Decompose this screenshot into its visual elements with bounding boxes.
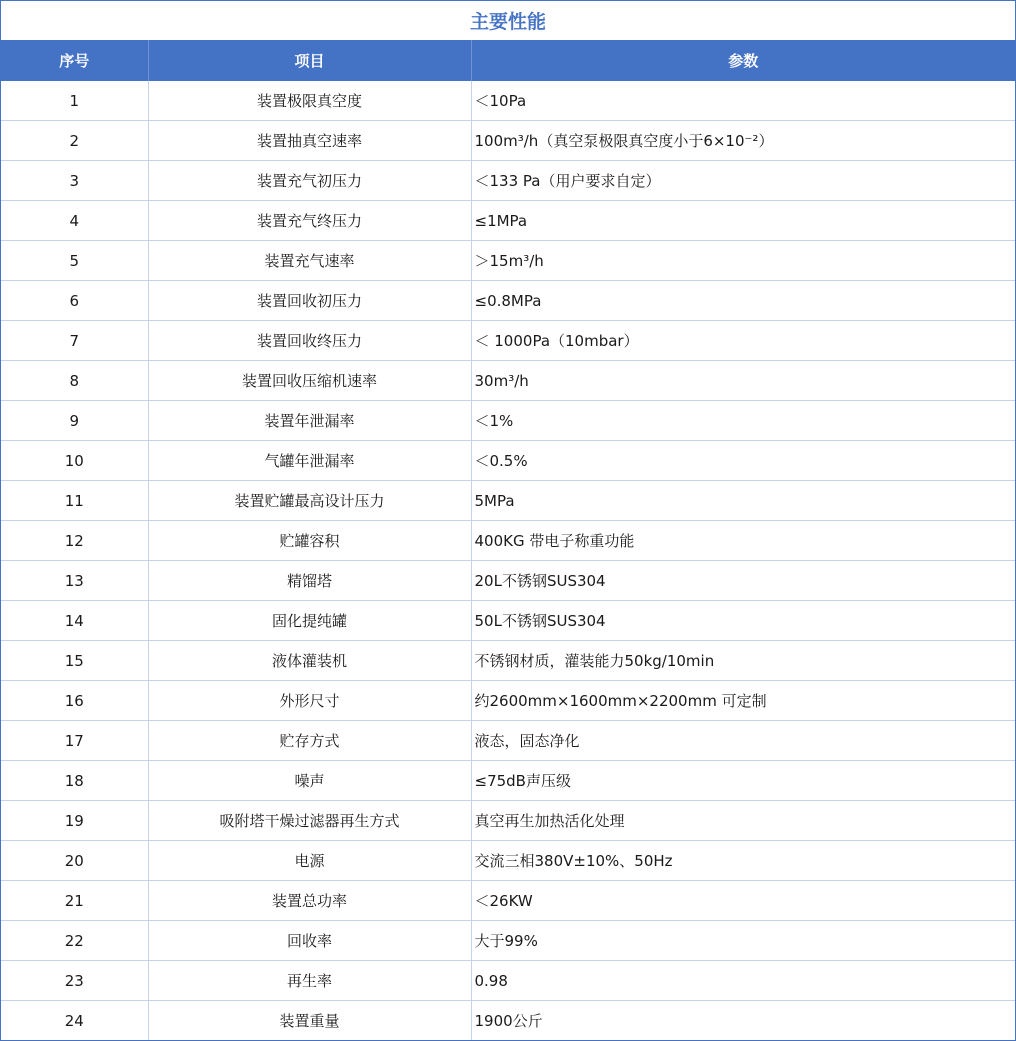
row-index-cell: 22 bbox=[1, 921, 148, 961]
row-item-cell: 贮罐容积 bbox=[148, 521, 471, 561]
row-item-cell: 装置充气终压力 bbox=[148, 201, 471, 241]
table-row bbox=[1, 761, 1015, 801]
row-index-cell: 19 bbox=[1, 801, 148, 841]
row-item-cell: 贮存方式 bbox=[148, 721, 471, 761]
row-value-cell: ＜133 Pa（用户要求自定） bbox=[471, 161, 1015, 201]
row-item-cell: 装置回收终压力 bbox=[148, 321, 471, 361]
table-row bbox=[1, 481, 1015, 521]
table-row bbox=[1, 841, 1015, 881]
row-index-cell: 13 bbox=[1, 561, 148, 601]
table-row bbox=[1, 401, 1015, 441]
row-value-cell: ≤1MPa bbox=[471, 201, 1015, 241]
table-row bbox=[1, 1001, 1015, 1041]
row-index-cell: 1 bbox=[1, 81, 148, 121]
row-value-cell: ＜1% bbox=[471, 401, 1015, 441]
row-item-cell: 电源 bbox=[148, 841, 471, 881]
row-item-cell: 装置总功率 bbox=[148, 881, 471, 921]
row-index-cell: 15 bbox=[1, 641, 148, 681]
row-value-cell: ＜0.5% bbox=[471, 441, 1015, 481]
column-header-item: 项目 bbox=[148, 40, 471, 81]
row-item-cell: 液体灌装机 bbox=[148, 641, 471, 681]
spec-table bbox=[1, 40, 1015, 1040]
row-value-cell: ＜26KW bbox=[471, 881, 1015, 921]
row-value-cell: 100m³/h（真空泵极限真空度小于6×10⁻²） bbox=[471, 121, 1015, 161]
row-value-cell: 30m³/h bbox=[471, 361, 1015, 401]
row-index-cell: 8 bbox=[1, 361, 148, 401]
row-index-cell: 7 bbox=[1, 321, 148, 361]
row-value-cell: 大于99% bbox=[471, 921, 1015, 961]
table-row bbox=[1, 121, 1015, 161]
row-item-cell: 装置年泄漏率 bbox=[148, 401, 471, 441]
table-row bbox=[1, 601, 1015, 641]
row-value-cell: 400KG 带电子称重功能 bbox=[471, 521, 1015, 561]
table-row bbox=[1, 281, 1015, 321]
row-item-cell: 吸附塔干燥过滤器再生方式 bbox=[148, 801, 471, 841]
table-row bbox=[1, 81, 1015, 121]
row-value-cell: 交流三相380V±10%、50Hz bbox=[471, 841, 1015, 881]
row-item-cell: 回收率 bbox=[148, 921, 471, 961]
row-value-cell: ≤0.8MPa bbox=[471, 281, 1015, 321]
row-item-cell: 装置回收初压力 bbox=[148, 281, 471, 321]
row-item-cell: 装置抽真空速率 bbox=[148, 121, 471, 161]
row-value-cell: 5MPa bbox=[471, 481, 1015, 521]
row-value-cell: 真空再生加热活化处理 bbox=[471, 801, 1015, 841]
row-value-cell: ＜10Pa bbox=[474, 92, 527, 110]
row-index-cell: 23 bbox=[1, 961, 148, 1001]
row-value-cell: ≤75dB声压级 bbox=[471, 761, 1015, 801]
row-value-cell: 0.98 bbox=[471, 961, 1015, 1001]
table-row bbox=[1, 241, 1015, 281]
row-item-cell: 装置极限真空度 bbox=[148, 81, 471, 121]
table-row bbox=[1, 881, 1015, 921]
table-row bbox=[1, 681, 1015, 721]
table-row bbox=[1, 361, 1015, 401]
row-index-cell: 17 bbox=[1, 721, 148, 761]
table-row bbox=[1, 641, 1015, 681]
table-row bbox=[1, 321, 1015, 361]
row-index-cell: 18 bbox=[1, 761, 148, 801]
row-index-cell: 24 bbox=[1, 1001, 148, 1041]
row-index-cell: 16 bbox=[1, 681, 148, 721]
table-header bbox=[1, 40, 1015, 81]
row-value-cell: 50L不锈钢SUS304 bbox=[471, 601, 1015, 641]
row-item-cell: 装置充气初压力 bbox=[148, 161, 471, 201]
row-value-cell: 液态，固态净化 bbox=[471, 721, 1015, 761]
row-index-cell: 12 bbox=[1, 521, 148, 561]
row-index-cell: 2 bbox=[1, 121, 148, 161]
table-row bbox=[1, 961, 1015, 1001]
table-row bbox=[1, 201, 1015, 241]
table-row bbox=[1, 561, 1015, 601]
row-value-cell: ＞15m³/h bbox=[471, 241, 1015, 281]
row-item-cell: 精馏塔 bbox=[148, 561, 471, 601]
row-index-cell: 14 bbox=[1, 601, 148, 641]
row-item-cell: 气罐年泄漏率 bbox=[148, 441, 471, 481]
row-value-cell: 20L不锈钢SUS304 bbox=[471, 561, 1015, 601]
row-item-cell: 再生率 bbox=[148, 961, 471, 1001]
row-index-cell: 9 bbox=[1, 401, 148, 441]
column-header-value: 参数 bbox=[471, 40, 1015, 81]
row-item-cell: 装置充气速率 bbox=[148, 241, 471, 281]
row-value-cell: 约2600mm×1600mm×2200mm 可定制 bbox=[471, 681, 1015, 721]
row-index-cell: 11 bbox=[1, 481, 148, 521]
row-index-cell: 5 bbox=[1, 241, 148, 281]
column-header-index: 序号 bbox=[1, 40, 148, 81]
row-value-cell: 1900公斤 bbox=[471, 1001, 1015, 1041]
table-row bbox=[1, 441, 1015, 481]
row-index-cell: 21 bbox=[1, 881, 148, 921]
row-value-cell: ＜ 1000Pa（10mbar） bbox=[471, 321, 1015, 361]
table-row bbox=[1, 521, 1015, 561]
row-item-cell: 外形尺寸 bbox=[148, 681, 471, 721]
row-item-cell: 装置贮罐最高设计压力 bbox=[148, 481, 471, 521]
table-title: 主要性能 bbox=[469, 11, 546, 33]
row-index-cell: 4 bbox=[1, 201, 148, 241]
row-item-cell: 噪声 bbox=[148, 761, 471, 801]
row-item-cell: 固化提纯罐 bbox=[148, 601, 471, 641]
row-index-cell: 10 bbox=[1, 441, 148, 481]
row-value-cell: 不锈钢材质，灌装能力50kg/10min bbox=[471, 641, 1015, 681]
row-index-cell: 20 bbox=[1, 841, 148, 881]
row-item-cell: 装置回收压缩机速率 bbox=[148, 361, 471, 401]
row-item-cell: 装置重量 bbox=[148, 1001, 471, 1041]
table-row bbox=[1, 801, 1015, 841]
table-row bbox=[1, 921, 1015, 961]
header-row bbox=[1, 40, 1015, 81]
table-row bbox=[1, 721, 1015, 761]
table-row bbox=[1, 161, 1015, 201]
row-index-cell: 3 bbox=[1, 161, 148, 201]
table-body bbox=[1, 81, 1015, 1040]
row-index-cell: 6 bbox=[1, 281, 148, 321]
